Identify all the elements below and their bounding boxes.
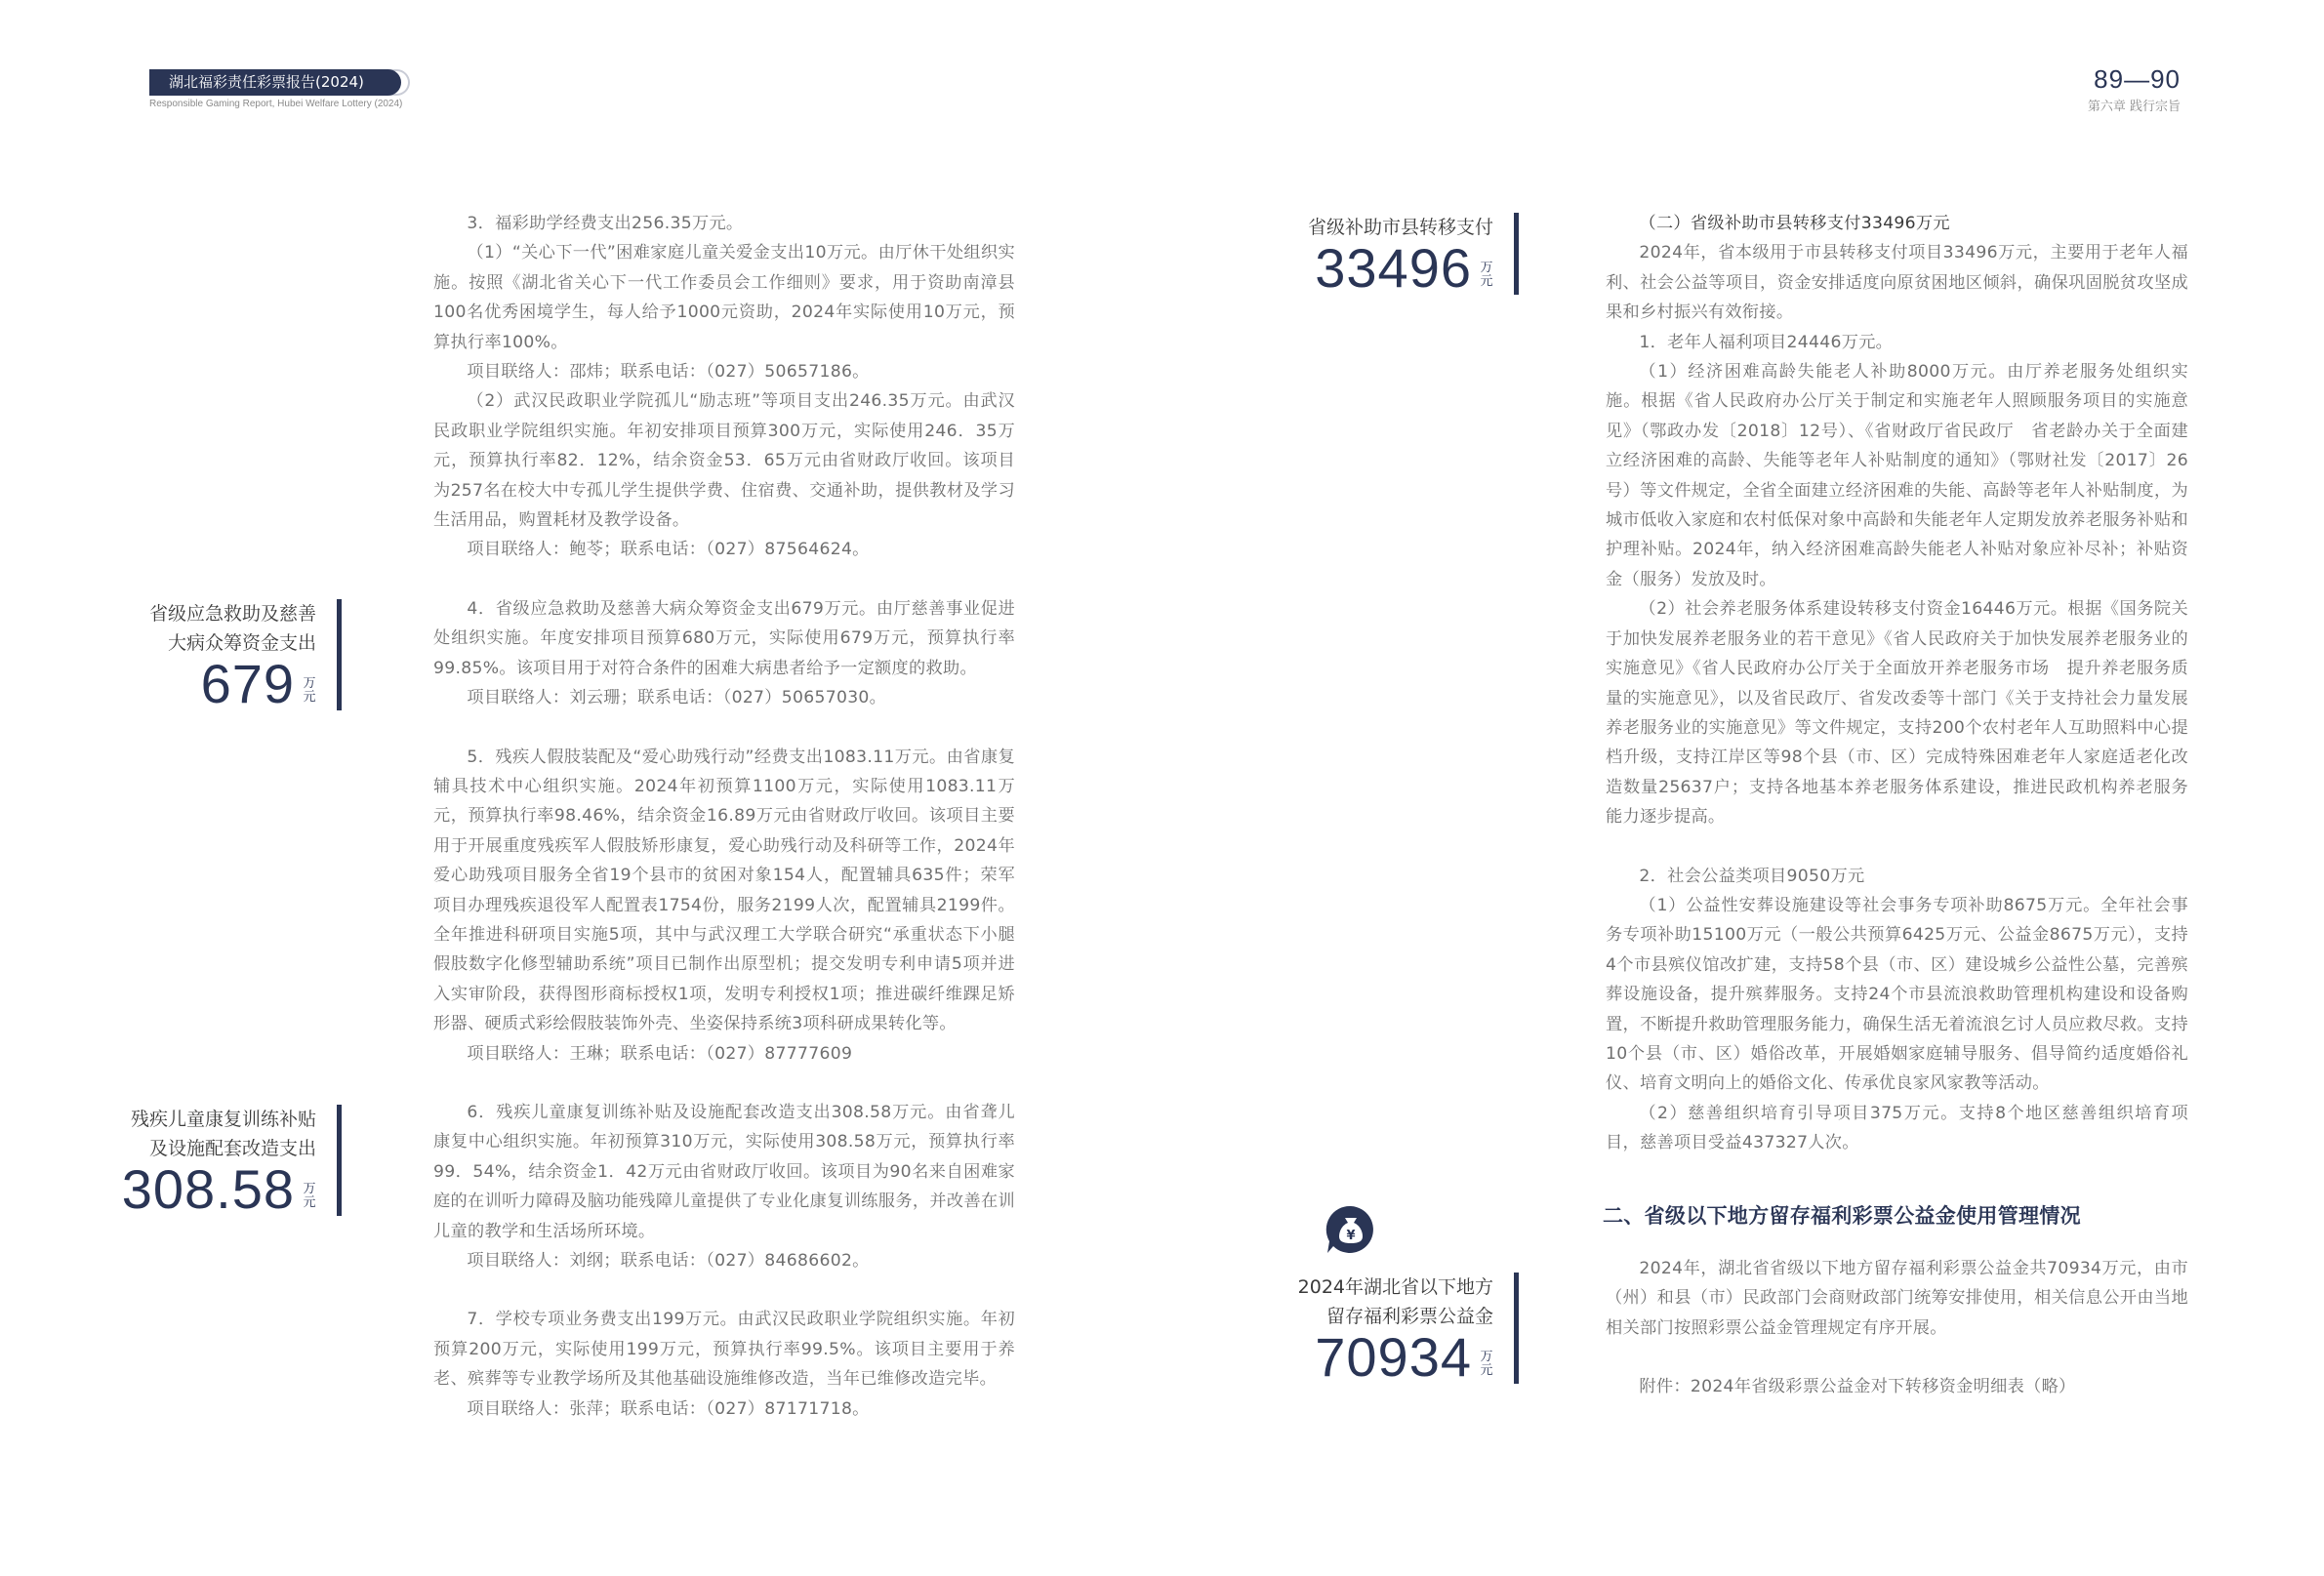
stat-value: 33496 <box>1315 237 1472 299</box>
stat-accent-bar <box>1514 1273 1519 1384</box>
paragraph: （2）武汉民政职业学院孤儿“励志班”等项目支出246.35万元。由武汉民政职业学院组织实施。年初安排项目预算300万元，实际使用246．35万元，预算执行率82．12%，结余资金53．65万元由省财政厅收回。该项目为257名在校大中专孤儿学生提供学费、住宿费、交通补助，提供教材及学习生活用品，购置耗材及教学设备。 <box>433 391 1015 531</box>
section-heading: 二、省级以下地方留存福利彩票公益金使用管理情况 <box>1603 1203 2081 1228</box>
money-bag-icon <box>1325 1204 1376 1255</box>
stat-label: 残疾儿童康复训练补贴 <box>130 1109 316 1130</box>
paragraph: 2024年，省本级用于市县转移支付项目33496万元，主要用于老年人福利、社会公益等项目，资金安排适度向原贫困地区倾斜，确保巩固脱贫攻坚成果和乡村振兴有效衔接。 <box>1606 243 2188 323</box>
paragraph: （1）经济困难高龄失能老人补助8000万元。由厅养老服务处组织实施。根据《省人民政府办公厅关于制定和实施老年人照顾服务项目的实施意见》（鄂政办发〔2018〕12号）、《省财政厅省民政厅 省老龄办关于全面建立经济困难的高龄、失能等老年人补贴制度的通知》（鄂财社发〔2017〕26号）等文件规定，全省全面建立经济困难的失能、高龄等老年人补贴制度，为城市低收入家庭和农村低保对象中高龄和失能老年人定期发放养老服务补贴和护理补贴。2024年，纳入经济困难高龄失能老人补贴对象应补尽补；补贴资金（服务）发放及时。 <box>1606 362 2188 589</box>
stat-label: 2024年湖北省以下地方 <box>1297 1276 1493 1298</box>
paragraph: 2．社会公益类项目9050万元 <box>1639 866 1865 886</box>
chapter-label: 第六章 践行宗旨 <box>2087 100 2181 114</box>
stat-unit: 万元 <box>1480 1350 1493 1378</box>
stat-label: 及设施配套改造支出 <box>148 1138 316 1159</box>
page-numbers: 89—90 <box>2094 64 2181 94</box>
stat-emergency <box>107 599 328 714</box>
report-title-bar <box>149 69 401 96</box>
badge-glyph: ¥ <box>1346 1229 1356 1243</box>
contact-line: 项目联络人：刘纲；联系电话：（027）84686602。 <box>467 1251 870 1271</box>
stat-unit: 万元 <box>1480 261 1493 289</box>
stat-unit: 万元 <box>303 1182 316 1210</box>
paragraph: （2）社会养老服务体系建设转移支付资金16446万元。根据《国务院关于加快发展养老服务业的若干意见》《省人民政府关于加快发展养老服务业的实施意见》《省人民政府办公厅关于全面放开养老服务市场 提升养老服务质量的实施意见》，以及省民政厅、省发改委等十部门《关于支持社会力量发展养老服务业的实施意见》等文件规定，支持200个农村老年人互助照料中心提档升级，支持江岸区等98个县（市、区）完成特殊困难老年人家庭适老化改造数量25637户；支持各地基本养老服务体系建设，推进民政机构养老服务能力逐步提高。 <box>1606 599 2188 828</box>
stat-transfer <box>1279 213 1505 299</box>
contact-line: 项目联络人：邵炜；联系电话：（027）50657186。 <box>467 362 870 383</box>
stat-accent-bar <box>337 599 342 710</box>
stat-accent-bar <box>1514 213 1519 295</box>
paragraph: 5．残疾人假肢装配及“爱心助残行动”经费支出1083.11万元。由省康复辅具技术中心组织实施。2024年初预算1100万元，实际使用1083.11万元，预算执行率98.46%，结余资金16.89万元由省财政厅收回。该项目主要用于开展重度残疾军人假肢矫形康复，爱心助残行动及科研等工作，2024年爱心助残项目服务全省19个县市的贫困对象154人，配置辅具635件；荣军项目办理残疾退役军人配置表1754份，服务2199人次，配置辅具2199件。全年推进科研项目实施5项，其中与武汉理工大学联合研究“承重状态下小腿假肢数字化修型辅助系统”项目已制作出原型机；提交发明专利申请5项并进入实审阶段，获得图形商标授权1项，发明专利授权1项；推进碳纤维踝足矫形器、硬质式彩绘假肢装饰外壳、坐姿保持系统3项科研成果转化等。 <box>433 747 1015 1034</box>
attachment-note: 附件：2024年省级彩票公益金对下转移资金明细表（略） <box>1639 1377 2076 1397</box>
contact-line: 项目联络人：鲍苓；联系电话：（027）87564624。 <box>467 540 870 560</box>
stat-label: 省级应急救助及慈善 <box>148 603 316 625</box>
paragraph: 4．省级应急救助及慈善大病众筹资金支出679万元。由厅慈善事业促进处组织实施。年度安排项目预算680万元，实际使用679万元，预算执行率99.85%。该项目用于对符合条件的困难大病患者给予一定额度的救助。 <box>433 598 1015 678</box>
stat-value: 70934 <box>1315 1326 1472 1388</box>
stat-label: 大病众筹资金支出 <box>167 632 316 654</box>
report-title: 湖北福彩责任彩票报告(2024) <box>169 73 364 91</box>
paragraph: 1．老年人福利项目24446万元。 <box>1639 332 1894 352</box>
stat-unit: 万元 <box>303 676 316 705</box>
stat-disabled-children <box>98 1105 328 1220</box>
stat-label: 留存福利彩票公益金 <box>1325 1306 1493 1327</box>
paragraph: 7．学校专项业务费支出199万元。由武汉民政职业学院组织实施。年初预算200万元，实际使用199万元，预算执行率99.5%。该项目主要用于养老、殡葬等专业教学场所及其他基础设施维修改造，当年已维修改造完毕。 <box>433 1310 1015 1390</box>
stat-accent-bar <box>337 1105 342 1216</box>
contact-line: 项目联络人：刘云珊；联系电话：（027）50657030。 <box>467 688 887 708</box>
paragraph: 3．福彩助学经费支出256.35万元。 <box>467 214 744 233</box>
paragraph: 2024年，湖北省省级以下地方留存福利彩票公益金共70934万元，由市（州）和县（市）民政部门会商财政部门统筹安排使用，相关信息公开由当地相关部门按照彩票公益金管理规定有序开展。 <box>1606 1259 2188 1338</box>
stat-retained <box>1259 1273 1505 1388</box>
stat-label: 省级补助市县转移支付 <box>1307 217 1493 238</box>
paragraph: （1）“关心下一代”困难家庭儿童关爱金支出10万元。由厅休干处组织实施。按照《湖北省关心下一代工作委员会工作细则》要求，用于资助南漳县100名优秀困境学生，每人给予1000元资助，2024年实际使用10万元，预算执行率100%。 <box>433 243 1015 352</box>
left-text-column <box>433 209 1015 1424</box>
contact-line: 项目联络人：王琳；联系电话：（027）87777609 <box>467 1043 853 1064</box>
paragraph: （2）慈善组织培育引导项目375万元。支持8个地区慈善组织培育项目，慈善项目受益437327人次。 <box>1606 1103 2188 1153</box>
contact-line: 项目联络人：张萍；联系电话：（027）87171718。 <box>467 1398 870 1419</box>
paragraph: （1）公益性安葬设施建设等社会事务专项补助8675万元。全年社会事务专项补助15100万元（一般公共预算6425万元、公益金8675万元），支持4个市县殡仪馆改扩建，支持58个县（市、区）建设城乡公益性公墓，完善殡葬设施设备，提升殡葬服务。支持24个市县流浪救助管理机构建设和设备购置，不断提升救助管理服务能力，确保生活无着流浪乞讨人员应救尽救。支持10个县（市、区）婚俗改革，开展婚姻家庭辅导服务、倡导简约适度婚俗礼仪、培育文明向上的婚俗文化、传承优良家风家教等活动。 <box>1606 895 2188 1094</box>
right-text-column <box>1603 209 2188 1402</box>
stat-value: 679 <box>200 653 295 714</box>
report-subtitle: Responsible Gaming Report, Hubei Welfare Lottery (2024) <box>149 99 403 109</box>
paragraph: 6．残疾儿童康复训练补贴及设施配套改造支出308.58万元。由省聋儿康复中心组织实施。年初预算310万元，实际使用308.58万元，预算执行率99．54%，结余资金1．42万元由省财政厅收回。该项目为90名来自困难家庭的在训听力障碍及脑功能残障儿童提供了专业化康复训练服务，并改善在训儿童的教学和生活场所环境。 <box>433 1102 1015 1241</box>
stat-value: 308.58 <box>121 1158 295 1220</box>
section-subheading: （二）省级补助市县转移支付33496万元 <box>1639 214 1950 233</box>
